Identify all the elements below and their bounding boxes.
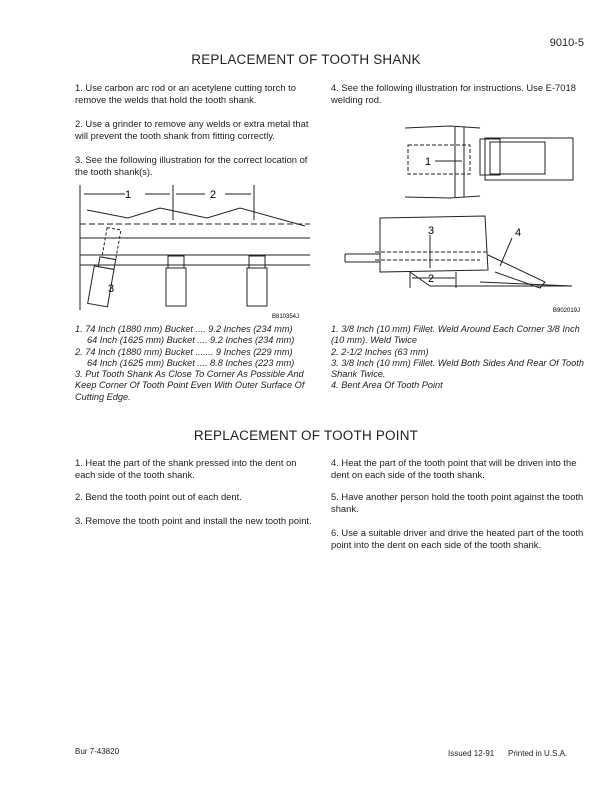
- point-step-2: 2. Bend the tooth point out of each dent.: [75, 491, 242, 502]
- fig2-legend: [331, 324, 587, 392]
- point-step-4: 4. Heat the part of the tooth point that will be driven into the dent on each side of the tooth shank.: [331, 457, 577, 480]
- fig1-code: B810354J: [272, 314, 300, 320]
- page-number: 9010-5: [549, 37, 584, 49]
- fig1-legend-1: 1. 74 Inch (1880 mm) Bucket .... 9.2 Inches (234 mm): [75, 324, 293, 334]
- point-step-1: 1. Heat the part of the shank pressed into the dent on each side of the tooth shank.: [75, 457, 297, 480]
- fig2-legend-4: 4. Bent Area Of Tooth Point: [331, 380, 443, 391]
- fig1-label-1: 1: [125, 189, 132, 201]
- fig2-label-2: 2: [428, 273, 435, 285]
- fig1-label-3: 3: [108, 283, 115, 295]
- tooth-shank-welding-figure: [340, 110, 600, 320]
- shank-step-2: 2. Use a grinder to remove any welds or extra metal that will prevent the tooth shank from fitting correctly.: [75, 118, 309, 141]
- fig1-legend-2: 2. 74 Inch (1880 mm) Bucket ....... 9 Inches (229 mm): [75, 346, 293, 357]
- printed-in: Printed in U.S.A.: [508, 749, 568, 758]
- issued-date: Issued 12-91: [448, 749, 495, 758]
- shank-step-4: 4. See the following illustration for instructions. Use E-7018 welding rod.: [331, 82, 576, 105]
- fig2-legend-1: 1. 3/8 Inch (10 mm) Fillet. Weld Around Each Corner 3/8 Inch (10 mm). Weld Twice: [331, 324, 580, 346]
- fig2-label-1: 1: [425, 156, 432, 168]
- section-title-tooth-shank: REPLACEMENT OF TOOTH SHANK: [191, 52, 421, 67]
- doc-number: Bur 7-43820: [75, 747, 120, 756]
- fig2-code: B902019J: [553, 308, 581, 314]
- fig1-legend-1b: 64 Inch (1625 mm) Bucket .... 9.2 Inches (234 mm): [87, 335, 295, 346]
- fig2-label-3: 3: [428, 225, 435, 237]
- tooth-shank-location-figure: [60, 180, 320, 320]
- fig1-legend-3: 3. Put Tooth Shank As Close To Corner As Possible And Keep Corner Of Tooth Point Even With Outer Surface Of Cutting Edge.: [75, 369, 305, 402]
- point-step-5: 5. Have another person hold the tooth point against the tooth shank.: [331, 491, 584, 514]
- fig2-legend-3: 3. 3/8 Inch (10 mm) Fillet. Weld Both Sides And Rear Of Tooth Shank Twice.: [331, 357, 584, 380]
- fig2-label-4: 4: [515, 227, 522, 239]
- point-step-6: 6. Use a suitable driver and drive the heated part of the tooth point into the dent on each side of the tooth shank.: [331, 527, 584, 550]
- shank-step-3: 3. See the following illustration for the correct location of the tooth shank(s).: [75, 154, 308, 177]
- shank-step-1: 1. Use carbon arc rod or an acetylene cutting torch to remove the welds that hold the tooth shank.: [75, 82, 296, 105]
- fig2-legend-2: 2. 2-1/2 Inches (63 mm): [331, 346, 429, 357]
- fig1-legend-2b: 64 Inch (1625 mm) Bucket .... 8.8 Inches (223 mm): [87, 357, 295, 368]
- point-step-3: 3. Remove the tooth point and install the new tooth point.: [75, 515, 312, 526]
- section-title-tooth-point: REPLACEMENT OF TOOTH POINT: [193, 428, 419, 443]
- fig1-legend: [75, 324, 317, 403]
- fig1-label-2: 2: [210, 189, 217, 201]
